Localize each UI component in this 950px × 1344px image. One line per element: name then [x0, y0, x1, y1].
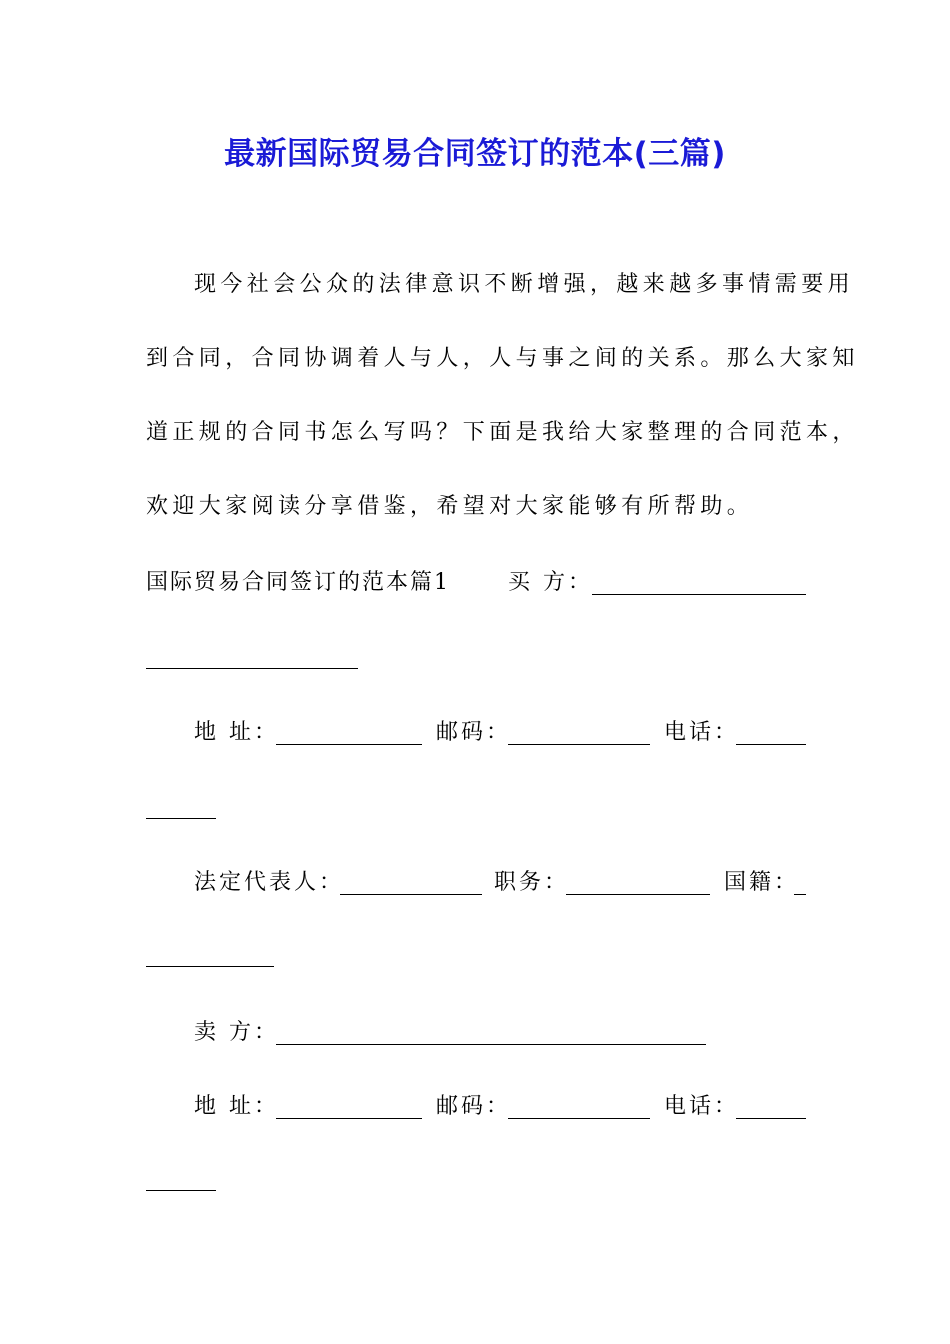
buyer-postcode-blank[interactable] — [508, 744, 650, 745]
seller-postcode-label: 邮码： — [436, 1094, 512, 1119]
intro-line: 欢迎大家阅读分享借鉴，希望对大家能够有所帮助。 — [146, 494, 754, 519]
buyer-label: 买 方： — [508, 570, 593, 595]
seller-address-blank[interactable] — [276, 1118, 422, 1119]
intro-line: 现今社会公众的法律意识不断增强，越来越多事情需要用 — [194, 272, 855, 297]
intro-line: 道正规的合同书怎么写吗？下面是我给大家整理的合同范本， — [146, 420, 859, 445]
seller-phone-blank[interactable] — [736, 1118, 806, 1119]
seller-label: 卖 方： — [194, 1020, 279, 1045]
buyer-blank[interactable] — [592, 594, 806, 595]
buyer-position-blank[interactable] — [566, 894, 710, 895]
buyer-position-label: 职务： — [494, 870, 570, 895]
buyer-nationality-blank-continued[interactable] — [146, 966, 274, 967]
buyer-address-label: 地 址： — [194, 720, 279, 745]
section-heading: 国际贸易合同签订的范本篇1 — [146, 570, 450, 595]
intro-line: 到合同，合同协调着人与人，人与事之间的关系。那么大家知 — [146, 346, 859, 371]
buyer-phone-blank[interactable] — [736, 744, 806, 745]
buyer-phone-label: 电话： — [664, 720, 740, 745]
buyer-address-blank[interactable] — [276, 744, 422, 745]
document-title: 最新国际贸易合同签订的范本(三篇) — [224, 136, 726, 172]
seller-address-label: 地 址： — [194, 1094, 279, 1119]
seller-phone-label: 电话： — [664, 1094, 740, 1119]
buyer-legal-rep-blank[interactable] — [340, 894, 482, 895]
seller-postcode-blank[interactable] — [508, 1118, 650, 1119]
buyer-phone-blank-continued[interactable] — [146, 818, 216, 819]
buyer-nationality-label: 国籍： — [724, 870, 800, 895]
seller-phone-blank-continued[interactable] — [146, 1190, 216, 1191]
buyer-blank-continued[interactable] — [146, 668, 358, 669]
buyer-legal-rep-label: 法定代表人： — [194, 870, 345, 895]
seller-blank[interactable] — [276, 1044, 706, 1045]
buyer-postcode-label: 邮码： — [436, 720, 512, 745]
buyer-nationality-blank[interactable] — [794, 894, 806, 895]
